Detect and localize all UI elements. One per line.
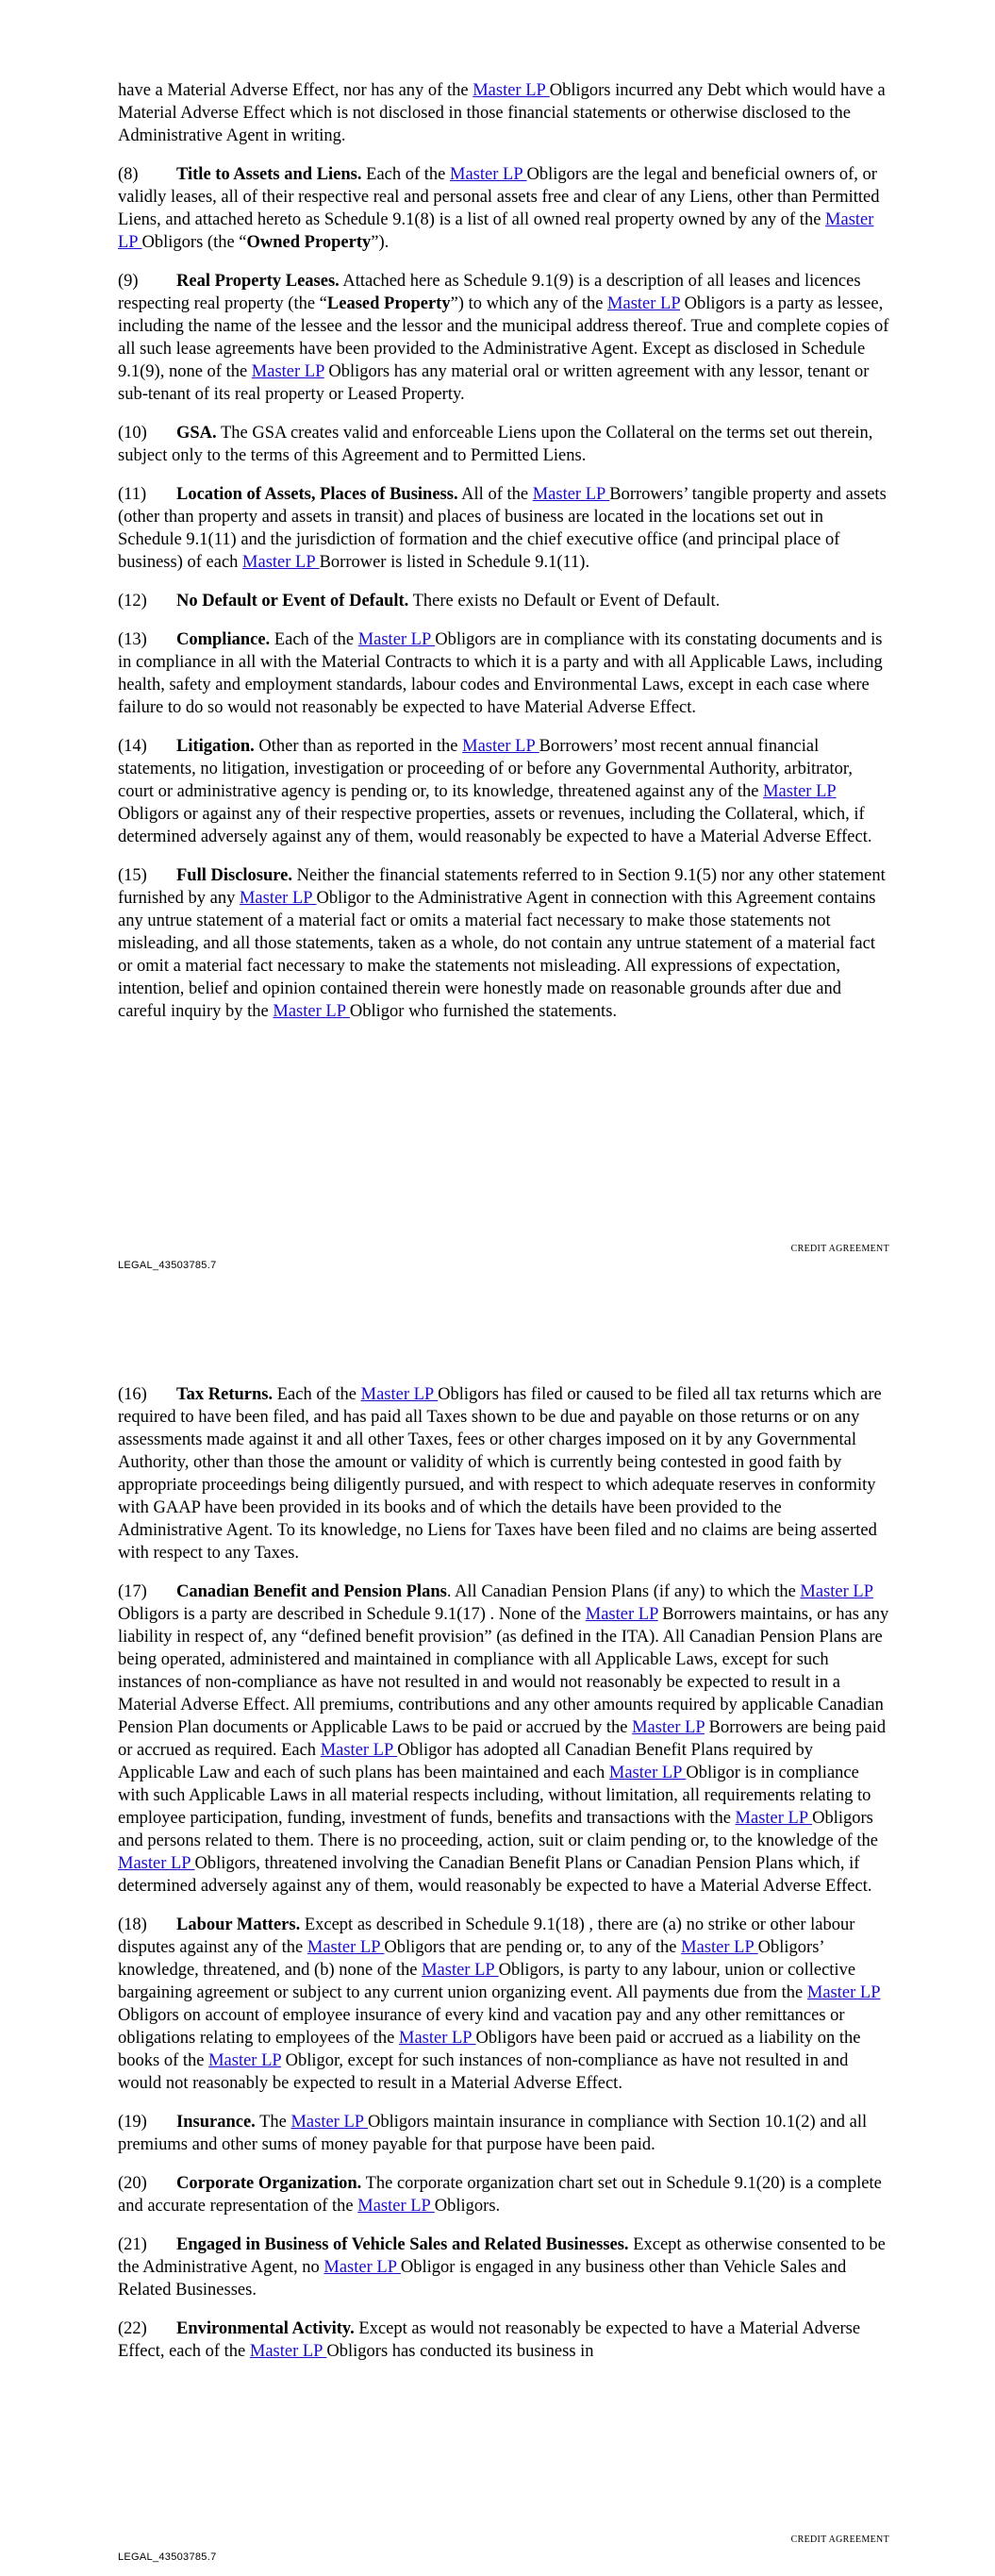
master-lp-link[interactable]: Master LP: [323, 2258, 401, 2277]
body-text: Obligor, except for such instances of non-compliance as have not resulted in and would not reasonably be expected to result in a Material Adverse Effect.: [118, 2051, 849, 2093]
section-heading: Litigation.: [176, 737, 255, 756]
section-number: (20): [118, 2174, 147, 2193]
body-text: Obligors, is party to any labour, union or collective bargaining agreement or subject to any current union organizing event. All payments due from the: [118, 1961, 856, 2002]
master-lp-link[interactable]: Master LP: [249, 2342, 327, 2361]
section-paragraph: [118, 2233, 889, 2301]
section-heading: Labour Matters.: [176, 1915, 301, 1934]
section-paragraph: [118, 864, 889, 1023]
body-text: Obligor to the Administrative Agent in connection with this Agreement contains any untrue statement of a material fact or omits a material fact necessary to make those statements not misleading, and all those statements, taken as a whole, do not contain any untrue statement of a material fact or omit a material fact necessary to make the statements not misleading. All expressions of expectation, intention, belief and opinion contained therein were honestly made on reasonable grounds after due and careful inquiry by the: [118, 889, 876, 1021]
master-lp-link[interactable]: Master LP: [473, 81, 550, 100]
section-number: (18): [118, 1915, 147, 1934]
body-text: Obligor is engaged in any business other than Vehicle Sales and Related Businesses.: [118, 2258, 847, 2300]
master-lp-link[interactable]: Master LP: [239, 889, 317, 908]
master-lp-link[interactable]: Master LP: [806, 1983, 881, 2002]
master-lp-link[interactable]: Master LP: [251, 362, 324, 381]
body-text: Obligors’ knowledge, threatened, and (b) none of the: [118, 1938, 824, 1980]
body-text: The corporate organization chart set out in Schedule 9.1(20) is a complete and accurate representation of the: [118, 2174, 882, 2216]
section-paragraph: [118, 2317, 889, 2363]
section-number: (22): [118, 2319, 147, 2338]
carryover-paragraph: [118, 79, 889, 147]
body-text: Obligors and persons related to them. There is no proceeding, action, suit or claim pending or, to the knowledge of the: [118, 1809, 879, 1850]
master-lp-link[interactable]: Master LP: [763, 782, 837, 801]
body-text: Obligors on account of employee insurance of every kind and vacation pay and any other remittances or obligations relating to employees of the: [118, 2006, 845, 2048]
master-lp-link[interactable]: Master LP: [681, 1938, 758, 1957]
section-paragraph: [118, 422, 889, 467]
defined-term: Owned Property: [246, 233, 372, 252]
body-text: Obligor is in compliance with such Applicable Laws in all material respects including, without limitation, all requirements relating to employee participation, funding, investment of funds, benefits and transactions with the: [118, 1764, 871, 1828]
body-text: . All Canadian Pension Plans (if any) to which the: [446, 1582, 801, 1601]
section-number: (14): [118, 737, 147, 756]
body-text: Neither the financial statements referred to in Section 9.1(5) nor any other statement furnished by any: [118, 866, 886, 908]
body-text: Obligors, threatened involving the Canadian Benefit Plans or Canadian Pension Plans which, if determined adversely against any of them, would reasonably be expected to have a Material Adverse Effect.: [118, 1854, 872, 1896]
body-text: All of the: [457, 485, 533, 504]
master-lp-link[interactable]: Master LP: [422, 1961, 499, 1980]
master-lp-link[interactable]: Master LP: [532, 485, 610, 504]
master-lp-link[interactable]: Master LP: [360, 1385, 439, 1404]
body-text: Obligors has any material oral or written agreement with any lessor, tenant or sub-tenant of its real property or Leased Property.: [118, 362, 870, 404]
body-text: The GSA creates valid and enforceable Liens upon the Collateral on the terms set out therein, subject only to the terms of this Agreement and to Permitted Liens.: [118, 424, 873, 465]
section-heading: Full Disclosure.: [176, 866, 292, 885]
master-lp-link[interactable]: Master LP: [462, 737, 539, 756]
page-1-body: [118, 79, 889, 1039]
body-text: Obligors (the “: [141, 233, 247, 252]
master-lp-link[interactable]: Master LP: [242, 553, 320, 572]
body-text: Except as otherwise consented to be the Administrative Agent, no: [118, 2235, 886, 2277]
section-paragraph: [118, 2172, 889, 2217]
section-number: (11): [118, 485, 147, 504]
body-text: Obligors incurred any Debt which would have a Material Adverse Effect which is not disclosed in those financial statements or otherwise disclosed to the Administrative Agent in writing.: [118, 81, 886, 145]
section-heading: Real Property Leases.: [176, 272, 340, 291]
body-text: Obligors has conducted its business in: [326, 2342, 594, 2361]
section-heading: Location of Assets, Places of Business.: [176, 485, 458, 504]
section-paragraph: [118, 163, 889, 254]
master-lp-link[interactable]: Master LP: [118, 210, 874, 252]
section-paragraph: [118, 483, 889, 574]
master-lp-link[interactable]: Master LP: [118, 1854, 195, 1873]
section-paragraph: [118, 735, 889, 848]
section-heading: Compliance.: [176, 630, 271, 649]
body-text: ”).: [371, 233, 390, 252]
body-text: Borrowers maintains, or has any liability in respect of, any “defined benefit provision” (as defined in the ITA). All Canadian Pension Plans are being operated, administered and maintained in compliance with all Applicable Laws, except for such instances of non-compliance as have not resulted in and would not reasonably be expected to result in a Material Adverse Effect. All premiums, contributions and any other amounts required by applicable Canadian Pension Plan documents or Applicable Laws to be paid or accrued by the: [118, 1605, 889, 1737]
footer-document-id: LEGAL_43503785.7: [118, 1260, 217, 1271]
body-text: Except as described in Schedule 9.1(18) , there are (a) no strike or other labour disputes against any of the: [118, 1915, 855, 1957]
master-lp-link[interactable]: Master LP: [608, 1764, 687, 1782]
master-lp-link[interactable]: Master LP: [607, 294, 680, 313]
section-heading: Corporate Organization.: [176, 2174, 362, 2193]
master-lp-link[interactable]: Master LP: [585, 1605, 658, 1624]
section-heading: Engaged in Business of Vehicle Sales and Related Businesses.: [176, 2235, 629, 2254]
body-text: Obligors are the legal and beneficial owners of, or validly leases, all of their respective real and personal assets free and clear of any Liens, other than Permitted Liens, and attached hereto as Schedule 9.1(8) is a list of all owned real property owned by any of the: [118, 165, 880, 229]
body-text: ”) to which any of the: [450, 294, 608, 313]
section-number: (10): [118, 424, 147, 443]
body-text: Borrowers are being paid or accrued as required. Each: [118, 1718, 887, 1760]
section-paragraph: [118, 1581, 889, 1898]
body-text: Obligors is a party are described in Schedule 9.1(17) . None of the: [118, 1605, 586, 1624]
body-text: The: [255, 2113, 291, 2132]
section-number: (8): [118, 165, 139, 184]
master-lp-link[interactable]: Master LP: [290, 2113, 368, 2132]
master-lp-link[interactable]: Master LP: [357, 630, 436, 649]
section-heading: No Default or Event of Default.: [176, 592, 409, 611]
body-text: Obligors is a party as lessee, including the name of the lessee and the lessor and the municipal address thereof. True and complete copies of all such lease agreements have been provided to the Administrative Agent. Except as disclosed in Schedule 9.1(9), none of the: [118, 294, 889, 381]
section-paragraph: [118, 1914, 889, 2095]
master-lp-link[interactable]: Master LP: [357, 2197, 435, 2216]
master-lp-link[interactable]: Master LP: [632, 1718, 705, 1737]
body-text: Obligor who furnished the statements.: [349, 1002, 618, 1021]
master-lp-link[interactable]: Master LP: [399, 2029, 476, 2048]
section-number: (15): [118, 866, 147, 885]
body-text: Obligors that are pending or, to any of the: [384, 1938, 682, 1957]
body-text: Except as would not reasonably be expected to have a Material Adverse Effect, each of the: [118, 2319, 861, 2361]
section-number: (17): [118, 1582, 147, 1601]
footer-document-id: LEGAL_43503785.7: [118, 2551, 217, 2563]
body-text: Each of the: [270, 630, 358, 649]
body-text: Obligors maintain insurance in compliance with Section 10.1(2) and all premiums and other sums of money payable for that purpose have been paid.: [118, 2113, 868, 2154]
section-paragraph: [118, 628, 889, 719]
body-text: Borrower is listed in Schedule 9.1(11).: [319, 553, 590, 572]
section-paragraph: [118, 590, 889, 612]
body-text: Borrowers’ tangible property and assets (other than property and assets in transit) and places of business are located in the locations set out in Schedule 9.1(11) and the jurisdiction of formation and the chief executive office (and principal place of business) of each: [118, 485, 887, 572]
body-text: Obligors have been paid or accrued as a liability on the books of the: [118, 2029, 861, 2070]
section-paragraph: [118, 270, 889, 406]
body-text: Attached here as Schedule 9.1(9) is a description of all leases and licences respecting real property (the “: [118, 272, 861, 313]
section-heading: Insurance.: [176, 2113, 256, 2132]
body-text: Obligors or against any of their respective properties, assets or revenues, including the Collateral, which, if determined adversely against any of them, would reasonably be expected to have a Material Adverse Effect.: [118, 805, 872, 846]
section-heading: GSA.: [176, 424, 217, 443]
section-heading: Canadian Benefit and Pension Plans: [176, 1582, 447, 1601]
section-paragraph: [118, 2111, 889, 2156]
body-text: have a Material Adverse Effect, nor has any of the: [118, 81, 473, 100]
body-text: Obligors has filed or caused to be filed all tax returns which are required to have been filed, and has paid all Taxes shown to be due and payable on those returns or on any assessments made against it and all other Taxes, fees or other charges imposed on it by any Governmental Authority, other than those the amount or validity of which is currently being contested in good faith by appropriate proceedings being diligently pursued, and with respect to which adequate reserves in conformity with GAAP have been provided in its books and of which the details have been provided to the Administrative Agent. To its knowledge, no Liens for Taxes have been filed and no claims are being asserted with respect to any Taxes.: [118, 1385, 882, 1563]
body-text: Obligors.: [434, 2197, 501, 2216]
section-number: (9): [118, 272, 139, 291]
master-lp-link[interactable]: Master LP: [735, 1809, 813, 1828]
section-number: (21): [118, 2235, 147, 2254]
body-text: Other than as reported in the: [254, 737, 463, 756]
body-text: Obligors are in compliance with its constating documents and is in compliance in all with the Material Contracts to which it is a party and with all Applicable Laws, including health, safety and employment standards, labour codes and Environmental Laws, except in each case where failure to do so would not reasonably be expected to have Material Adverse Effect.: [118, 630, 883, 717]
section-heading: Environmental Activity.: [176, 2319, 355, 2338]
defined-term: Leased Property: [326, 294, 451, 313]
body-text: Each of the: [361, 165, 451, 184]
section-number: (12): [118, 592, 147, 611]
master-lp-link[interactable]: Master LP: [273, 1002, 350, 1021]
section-paragraph: [118, 1383, 889, 1564]
body-text: Obligor has adopted all Canadian Benefit Plans required by Applicable Law and each of such plans has been maintained and each: [118, 1741, 814, 1782]
document-page-1: [0, 0, 995, 1283]
section-number: (19): [118, 2113, 147, 2132]
master-lp-link[interactable]: Master LP: [320, 1741, 398, 1760]
section-heading: Title to Assets and Liens.: [176, 165, 362, 184]
section-number: (16): [118, 1385, 147, 1404]
section-list: [118, 163, 889, 1023]
master-lp-link[interactable]: Master LP: [307, 1938, 385, 1957]
footer-document-title: CREDIT AGREEMENT: [790, 2534, 889, 2545]
master-lp-link[interactable]: Master LP: [208, 2051, 281, 2070]
body-text: There exists no Default or Event of Default.: [408, 592, 721, 611]
section-heading: Tax Returns.: [176, 1385, 274, 1404]
body-text: Borrowers’ most recent annual financial statements, no litigation, investigation or proceeding of or before any Governmental Authority, arbitrator, court or administrative agency is pending or, to its knowledge, threatened against any of the: [118, 737, 853, 801]
body-text: Each of the: [273, 1385, 361, 1404]
page-2-body: [118, 1383, 889, 2379]
master-lp-link[interactable]: Master LP: [450, 165, 527, 184]
section-number: (13): [118, 630, 147, 649]
section-list: [118, 1383, 889, 2363]
footer-document-title: CREDIT AGREEMENT: [790, 1244, 889, 1254]
master-lp-link[interactable]: Master LP: [800, 1582, 873, 1601]
